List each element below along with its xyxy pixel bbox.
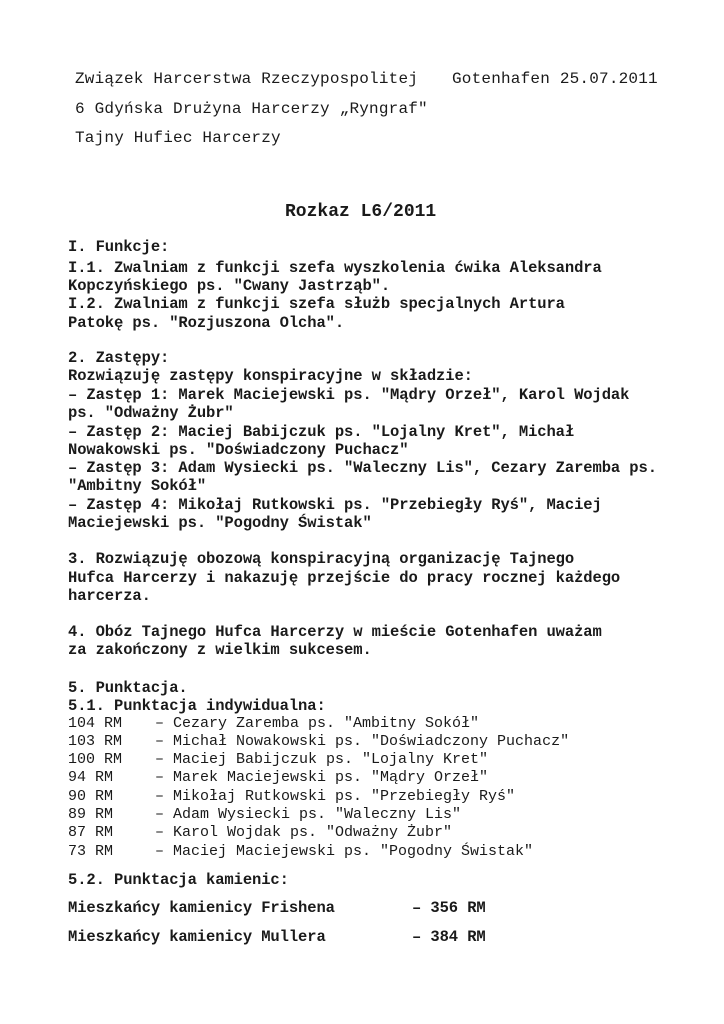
- patrol-1-line-1: – Zastęp 1: Marek Maciejewski ps. "Mądry Orzeł", Karol Wojdak: [68, 386, 630, 404]
- section-4-line-1: 4. Obóz Tajnego Hufca Harcerzy w mieście Gotenhafen uważam: [68, 623, 602, 641]
- score-name: – Marek Maciejewski ps. "Mądry Orzeł": [155, 769, 489, 786]
- score-points: 94 RM: [68, 769, 114, 786]
- house-points: – 356 RM: [412, 899, 486, 917]
- score-name: – Mikołaj Rutkowski ps. "Przebiegły Ryś": [155, 788, 516, 805]
- patrol-2-line-1: – Zastęp 2: Maciej Babijczuk ps. "Lojalny Kret", Michał: [68, 423, 575, 441]
- section-5-1-heading: 5.1. Punktacja indywidualna:: [68, 697, 326, 715]
- score-name: – Maciej Babijczuk ps. "Lojalny Kret": [155, 751, 489, 768]
- section-5-2-heading: 5.2. Punktacja kamienic:: [68, 871, 289, 889]
- patrol-3-line-1: – Zastęp 3: Adam Wysiecki ps. "Waleczny Lis", Cezary Zaremba ps.: [68, 459, 657, 477]
- unit-name: Tajny Hufiec Harcerzy: [75, 129, 281, 147]
- patrol-4-line-1: – Zastęp 4: Mikołaj Rutkowski ps. "Przebiegły Ryś", Maciej: [68, 496, 602, 514]
- score-points: 73 RM: [68, 843, 114, 860]
- section-3-line-3: harcerza.: [68, 587, 151, 605]
- house-points: – 384 RM: [412, 928, 486, 946]
- organization-name: Związek Harcerstwa Rzeczypospolitej: [75, 70, 419, 88]
- patrol-3-line-2: "Ambitny Sokół": [68, 477, 207, 495]
- patrol-2-line-2: Nowakowski ps. "Doświadczony Puchacz": [68, 441, 409, 459]
- section-2-heading: 2. Zastępy:: [68, 349, 170, 367]
- section-1-2-line-2: Patokę ps. "Rozjuszona Olcha".: [68, 314, 345, 332]
- score-name: – Cezary Zaremba ps. "Ambitny Sokół": [155, 715, 480, 732]
- section-1-2-line-1: I.2. Zwalniam z funkcji szefa służb specjalnych Artura: [68, 295, 565, 313]
- score-points: 90 RM: [68, 788, 114, 805]
- score-name: – Maciej Maciejewski ps. "Pogodny Świstak": [155, 843, 534, 860]
- score-points: 87 RM: [68, 824, 114, 841]
- section-5-heading: 5. Punktacja.: [68, 679, 188, 697]
- troop-name: 6 Gdyńska Drużyna Harcerzy „Ryngraf": [75, 100, 428, 118]
- house-name: Mieszkańcy kamienicy Frishena: [68, 899, 335, 917]
- house-name: Mieszkańcy kamienicy Mullera: [68, 928, 326, 946]
- score-points: 100 RM: [68, 751, 123, 768]
- score-points: 89 RM: [68, 806, 114, 823]
- section-1-1-line-2: Kopczyńskiego ps. "Cwany Jastrząb".: [68, 277, 391, 295]
- score-name: – Michał Nowakowski ps. "Doświadczony Puchacz": [155, 733, 570, 750]
- place-date: Gotenhafen 25.07.2011: [452, 70, 658, 88]
- section-4-line-2: za zakończony z wielkim sukcesem.: [68, 641, 372, 659]
- section-3-line-1: 3. Rozwiązuję obozową konspiracyjną organizację Tajnego: [68, 550, 575, 568]
- score-name: – Adam Wysiecki ps. "Waleczny Lis": [155, 806, 462, 823]
- score-points: 104 RM: [68, 715, 123, 732]
- score-points: 103 RM: [68, 733, 123, 750]
- section-2-intro: Rozwiązuję zastępy konspiracyjne w składzie:: [68, 367, 473, 385]
- section-3-line-2: Hufca Harcerzy i nakazuję przejście do pracy rocznej każdego: [68, 569, 621, 587]
- patrol-1-line-2: ps. "Odważny Żubr": [68, 404, 234, 422]
- section-1-heading: I. Funkcje:: [68, 238, 170, 256]
- document-title: Rozkaz L6/2011: [285, 202, 437, 222]
- patrol-4-line-2: Maciejewski ps. "Pogodny Świstak": [68, 514, 372, 532]
- score-name: – Karol Wojdak ps. "Odważny Żubr": [155, 824, 453, 841]
- section-1-1-line-1: I.1. Zwalniam z funkcji szefa wyszkolenia ćwika Aleksandra: [68, 259, 602, 277]
